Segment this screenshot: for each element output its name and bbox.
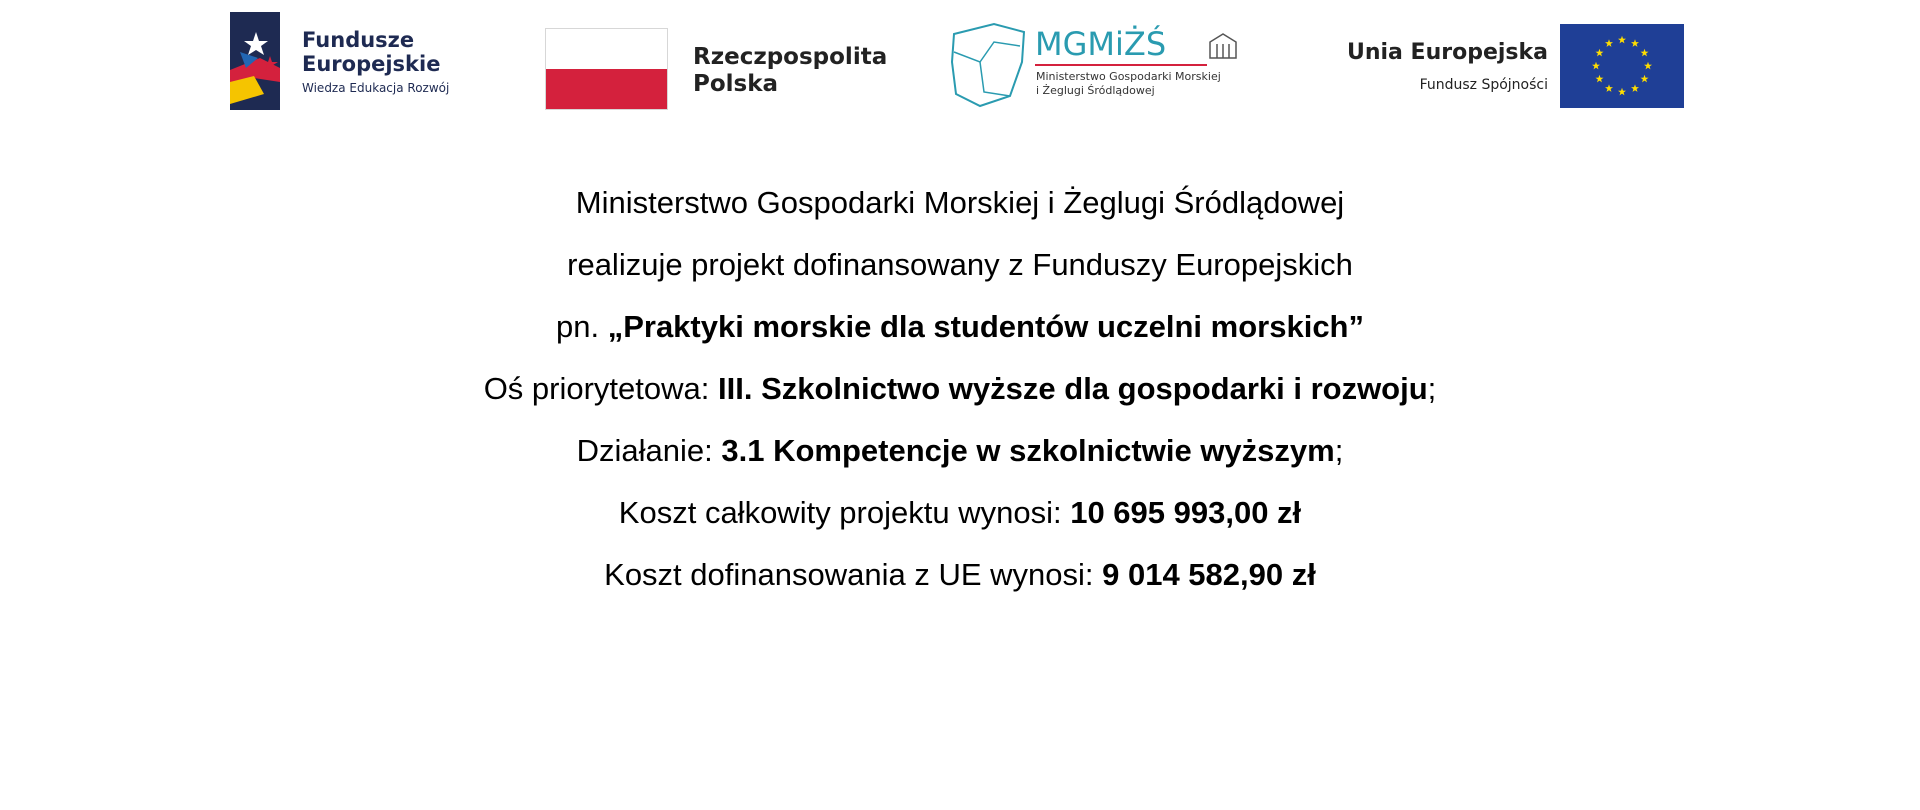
unia-europejska-logo bbox=[1300, 24, 1690, 110]
project-info bbox=[0, 172, 1920, 606]
project-title-prefix: pn. bbox=[555, 309, 608, 344]
measure-suffix: ; bbox=[1334, 433, 1344, 468]
ministry-red-rule bbox=[1035, 64, 1207, 66]
eu-funding-label: Koszt dofinansowania z UE wynosi: bbox=[604, 557, 1103, 592]
ministry-abbreviation: MGMiŻŚ bbox=[1035, 25, 1167, 63]
project-intro-line bbox=[0, 234, 1920, 296]
measure-label: Działanie: bbox=[576, 433, 722, 468]
eu-funding-value: 9 014 582,90 zł bbox=[1102, 557, 1316, 592]
poland-line1: Rzeczpospolita bbox=[693, 44, 888, 70]
measure-line bbox=[0, 420, 1920, 482]
ministry-map-icon bbox=[950, 22, 1030, 110]
project-title-line bbox=[0, 296, 1920, 358]
measure-value: 3.1 Kompetencje w szkolnictwie wyższym bbox=[721, 433, 1335, 468]
priority-axis-value: III. Szkolnictwo wyższe dla gospodarki i rozwoju bbox=[718, 371, 1428, 406]
fundusze-line1: Fundusze bbox=[302, 28, 415, 52]
logo-bar bbox=[0, 0, 1920, 130]
polish-flag-icon bbox=[545, 28, 668, 110]
ministry-name-line bbox=[0, 172, 1920, 234]
ministry-name: Ministerstwo Gospodarki Morskiej i Żeglugi Śródlądowej bbox=[575, 185, 1345, 220]
fundusze-europejskie-emblem-icon bbox=[230, 12, 292, 112]
total-cost-value: 10 695 993,00 zł bbox=[1070, 495, 1302, 530]
fundusze-europejskie-logo bbox=[230, 12, 500, 112]
fundusze-tagline: Wiedza Edukacja Rozwój bbox=[302, 81, 450, 95]
project-intro: realizuje projekt dofinansowany z Funduszy Europejskich bbox=[567, 247, 1353, 282]
project-title: „Praktyki morskie dla studentów uczelni morskich” bbox=[607, 309, 1364, 344]
rzeczpospolita-polska-logo bbox=[545, 28, 905, 112]
total-cost-label: Koszt całkowity projektu wynosi: bbox=[618, 495, 1071, 530]
total-cost-line bbox=[0, 482, 1920, 544]
priority-axis-suffix: ; bbox=[1427, 371, 1437, 406]
eu-funding-line bbox=[0, 544, 1920, 606]
eu-flag-icon bbox=[1560, 24, 1684, 108]
priority-axis-label: Oś priorytetowa: bbox=[483, 371, 718, 406]
ministry-subtitle-line1: Ministerstwo Gospodarki Morskiej bbox=[1036, 70, 1221, 83]
ministry-building-icon bbox=[1208, 32, 1238, 60]
fundusze-line2: Europejskie bbox=[302, 52, 441, 76]
eu-line2: Fundusz Spójności bbox=[1419, 77, 1548, 93]
ministry-subtitle-line2: i Żeglugi Śródlądowej bbox=[1036, 84, 1155, 97]
poland-line2: Polska bbox=[693, 71, 779, 97]
ministry-logo bbox=[950, 22, 1270, 112]
eu-line1: Unia Europejska bbox=[1346, 40, 1548, 65]
priority-axis-line bbox=[0, 358, 1920, 420]
